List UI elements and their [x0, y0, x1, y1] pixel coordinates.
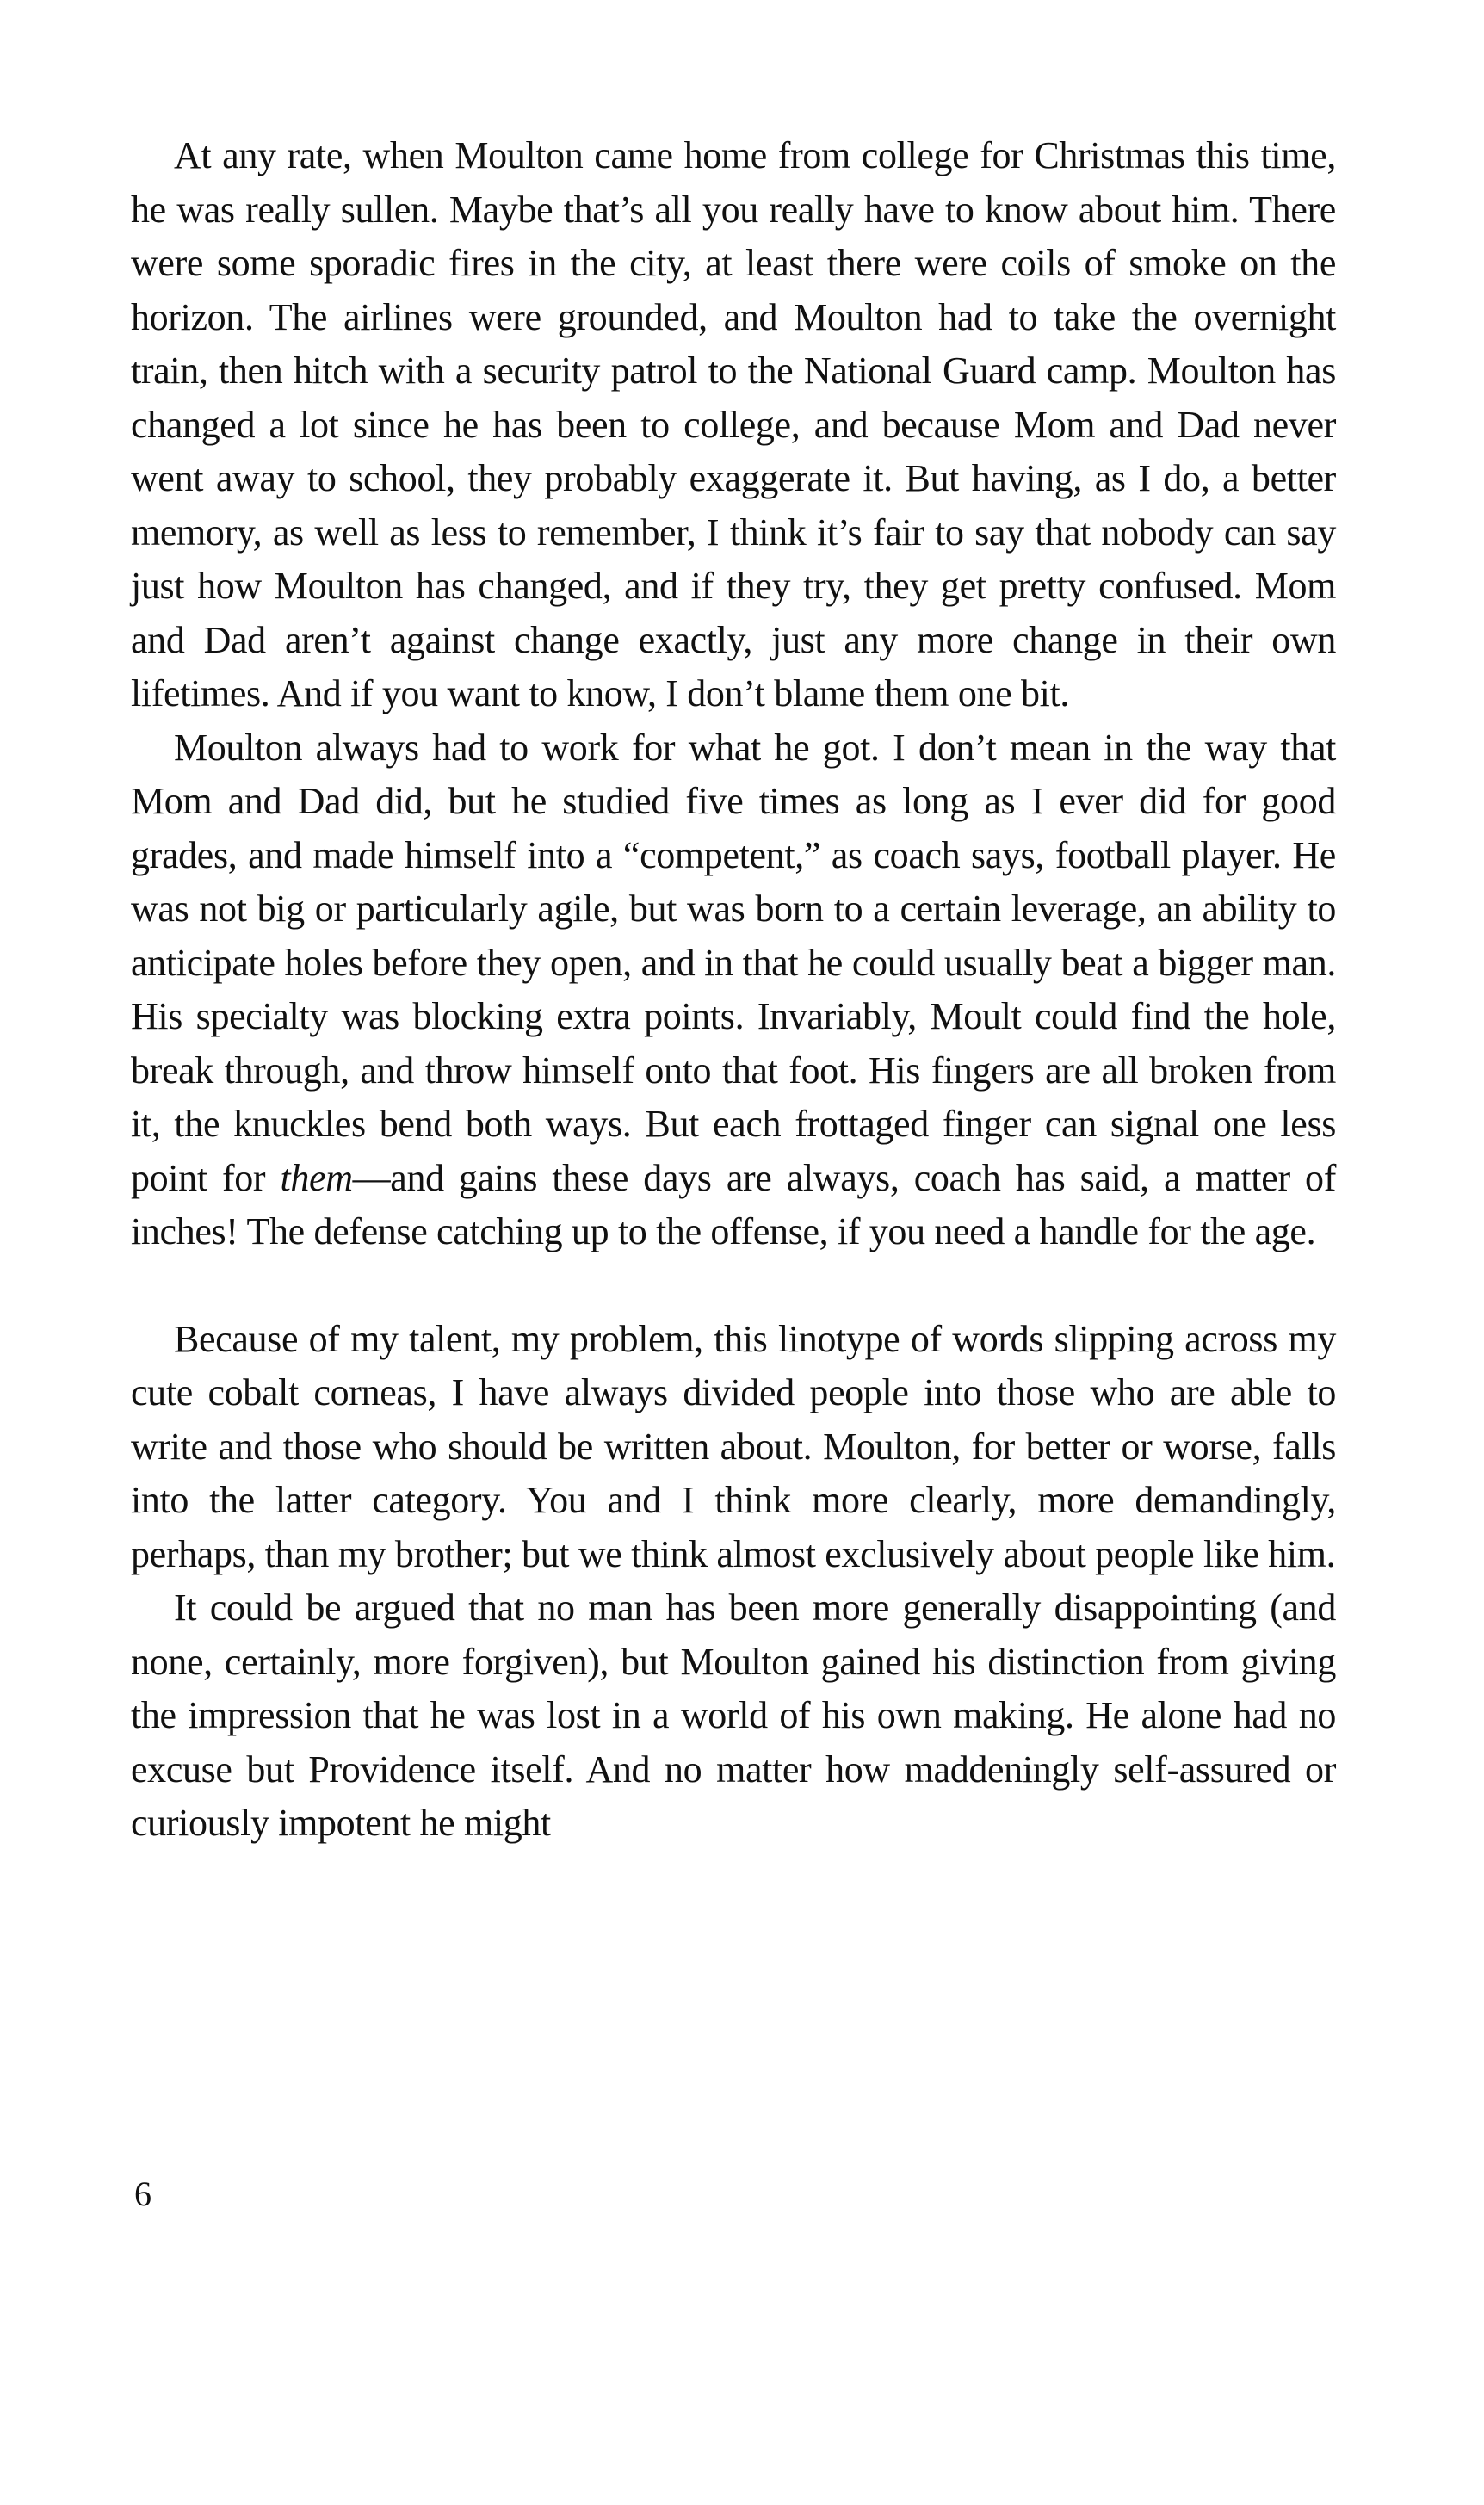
- paragraph-2-italic: them: [280, 1156, 353, 1199]
- page-body: [131, 129, 1336, 1851]
- page-number: 6: [134, 2174, 151, 2213]
- paragraph-1: At any rate, when Moulton came home from college for Christmas this time, he was really sullen. Maybe that’s all you really have to know about him. There were some sporadic fires in the city, at least there were coils of smoke on the horizon. The airlines were grounded, and Moulton had to take the overnight train, then hitch with a security patrol to the National Guard camp. Moulton has changed a lot since he has been to college, and because Mom and Dad never went away to school, they probably exaggerate it. But having, as I do, a better memory, as well as less to remember, I think it’s fair to say that nobody can say just how Moulton has changed, and if they try, they get pretty confused. Mom and Dad aren’t against change exactly, just any more change in their own lifetimes. And if you want to know, I don’t blame them one bit.: [131, 134, 1336, 714]
- paragraph-2: [131, 721, 1336, 1259]
- paragraph-2-text: Moulton always had to work for what he got. I don’t mean in the way that Mom and Dad did, but he studied five times as long as I ever did for good grades, and made himself into a “competent,” as coach says, football player. He was not big or particularly agile, but was born to a certain leverage, an ability to anticipate holes before they open, and in that he could usually beat a bigger man. His specialty was blocking extra points. Invariably, Moult could find the hole, break through, and throw himself onto that foot. His fingers are all broken from it, the knuckles bend both ways. But each frottaged finger can signal one less point for: [131, 726, 1336, 1199]
- paragraph-3: Because of my talent, my problem, this linotype of words slipping across my cute cobalt corneas, I have always divided people into those who are able to write and those who should be written about. Moulton, for better or worse, falls into the latter category. You and I think more clearly, more demandingly, perhaps, than my brother; but we think almost exclusively about people like him.: [131, 1317, 1336, 1575]
- paragraph-4: It could be argued that no man has been more generally disappointing (and none, certainly, more forgiven), but Moulton gained his distinction from giving the impression that he was lost in a world of his own making. He alone had no excuse but Providence itself. And no matter how maddeningly self-assured or curiously impotent he might: [131, 1586, 1336, 1844]
- paragraph-2-tail: —and gains these days are always, coach has said, a matter of inches! The defense catching up to the offense, if you need a handle for the age.: [131, 1156, 1336, 1252]
